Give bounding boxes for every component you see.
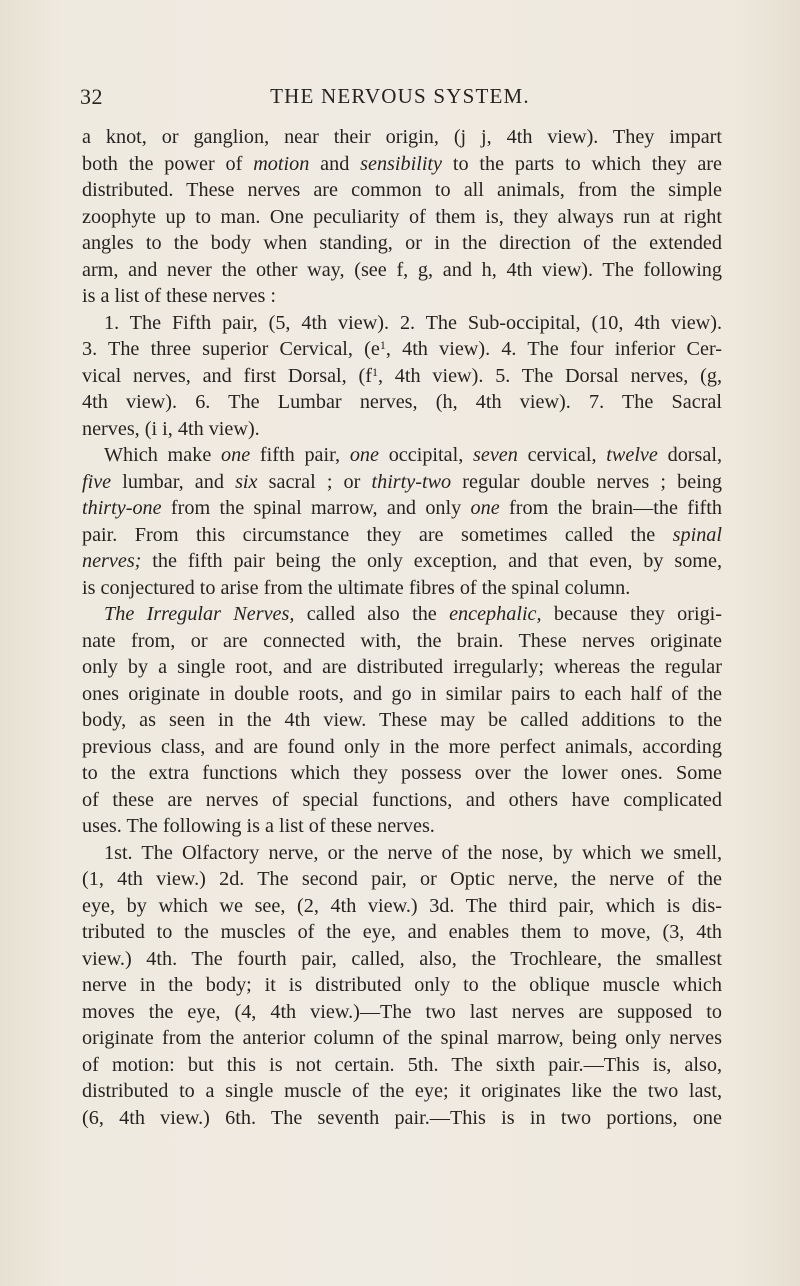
superscript: 1 (371, 364, 378, 379)
text-span: pair. From this circumstance they are sometimes called the (82, 523, 673, 546)
text-line (82, 363, 722, 390)
text-line (82, 469, 722, 496)
text-line (82, 575, 722, 602)
text-span: occipital, (378, 444, 474, 466)
text-span: called also the (294, 603, 450, 625)
text-line (82, 893, 722, 920)
text-span: distributed to a single muscle of the eye; it originates like the two last, (82, 1080, 722, 1102)
text-line (82, 124, 722, 151)
text-span: lumbar, and (111, 470, 236, 493)
text-span: to the extra functions which they possess over the lower ones. Some (82, 762, 722, 784)
text-span: of motion: but this is not certain. 5th. The sixth pair.—This is, also, (82, 1053, 722, 1076)
italic-span: spinal (672, 523, 722, 546)
text-line (82, 1052, 722, 1079)
text-span: moves the eye, (4, 4th view.)—The two last nerves are supposed to (82, 1000, 722, 1023)
text-line (82, 495, 722, 522)
text-span: both the power of (82, 152, 254, 175)
italic-span: nerves; (82, 550, 142, 572)
text-span: (1, 4th view.) 2d. The second pair, or Optic nerve, the nerve of the (82, 868, 722, 890)
text-line (82, 681, 722, 708)
text-span: Which make (104, 444, 222, 466)
italic-span: The Irregular Nerves, (104, 603, 295, 625)
text-span: previous class, and are found only in the more perfect animals, according (82, 735, 722, 758)
text-line (82, 654, 722, 681)
text-span: the fifth pair being the only exception, and that even, by some, (141, 550, 722, 572)
text-span: uses. The following is a list of these nerves. (82, 815, 435, 837)
italic-span: thirty-one (82, 497, 162, 519)
italic-span: sensibility (360, 152, 443, 175)
text-span: originate from the anterior column of the spinal marrow, being only nerves (82, 1027, 722, 1049)
italic-span: twelve (606, 444, 658, 466)
text-line (82, 310, 722, 337)
text-line (82, 257, 722, 284)
text-span: is a list of these nerves : (82, 285, 276, 307)
text-span: from the spinal marrow, and only (161, 497, 471, 519)
text-line (82, 972, 722, 999)
text-span: 1st. The Olfactory nerve, or the nerve of the nose, by which we smell, (104, 841, 722, 864)
text-line (82, 601, 722, 628)
text-line (82, 999, 722, 1026)
text-line (82, 707, 722, 734)
text-line (82, 946, 722, 973)
text-span: nerves, (i i, 4th view). (82, 417, 260, 440)
italic-span: thirty-two (371, 470, 452, 493)
text-line (82, 416, 722, 443)
text-line (82, 548, 722, 575)
text-line (82, 522, 722, 549)
text-span: distributed. These nerves are common to all animals, from the simple (82, 179, 722, 201)
text-span: and (309, 152, 361, 175)
text-line (82, 151, 722, 178)
text-line (82, 840, 722, 867)
text-span: cervical, (517, 444, 607, 466)
italic-span: motion (253, 152, 310, 175)
running-title: THE NERVOUS SYSTEM. (270, 84, 530, 108)
text-span: , 4th view). 5. The Dorsal nerves, (g, (377, 364, 722, 387)
text-line (82, 760, 722, 787)
text-span: zoophyte up to man. One peculiarity of them is, they always run at right (82, 205, 722, 228)
text-span: 4th view). 6. The Lumbar nerves, (h, 4th view). 7. The Sacral (82, 391, 722, 413)
text-line (82, 813, 722, 840)
italic-span: seven (473, 444, 518, 466)
italic-span: six (235, 470, 258, 493)
text-span: of these are nerves of special functions, and others have complicated (82, 788, 722, 811)
text-span: body, as seen in the 4th view. These may be called additions to the (82, 709, 722, 731)
superscript: 1 (379, 338, 386, 352)
text-line (82, 787, 722, 814)
text-span: fifth pair, (250, 444, 350, 466)
text-span: view.) 4th. The fourth pair, called, also, the Trochleare, the smallest (82, 947, 722, 970)
text-span: 3. The three superior Cervical, (e (82, 338, 380, 360)
text-span: is conjectured to arise from the ultimate fibres of the spinal column. (82, 576, 631, 599)
text-span: vical nerves, and first Dorsal, (f (82, 364, 372, 387)
body-text (82, 124, 722, 1131)
text-span: dorsal, (657, 444, 722, 466)
text-line (82, 1078, 722, 1105)
text-span: 1. The Fifth pair, (5, 4th view). 2. The Sub-occipital, (10, 4th view). (104, 311, 722, 334)
italic-span: one (349, 444, 379, 466)
page-number: 32 (80, 84, 103, 109)
text-span: ones originate in double roots, and go in similar pairs to each half of the (82, 682, 722, 705)
text-line (82, 442, 722, 469)
text-span: regular double nerves ; being (451, 470, 722, 493)
text-line (82, 230, 722, 257)
text-span: because they origi- (541, 603, 723, 625)
text-span: angles to the body when standing, or in the direction of the extended (82, 232, 722, 254)
text-line (82, 1105, 722, 1132)
text-line (82, 177, 722, 204)
text-line (82, 734, 722, 761)
italic-span: one (221, 444, 251, 466)
italic-span: encephalic, (449, 603, 542, 625)
text-span: tributed to the muscles of the eye, and enables them to move, (3, 4th (82, 921, 722, 943)
text-span: sacral ; or (257, 470, 372, 493)
text-line (82, 283, 722, 310)
text-span: a knot, or ganglion, near their origin, (j j, 4th view). They impart (82, 126, 722, 148)
text-line (82, 1025, 722, 1052)
text-line (82, 919, 722, 946)
text-span: arm, and never the other way, (see f, g, and h, 4th view). The following (82, 258, 722, 281)
text-span: only by a single root, and are distributed irregularly; whereas the regular (82, 656, 722, 678)
text-span: nerve in the body; it is distributed only to the oblique muscle which (82, 974, 722, 996)
text-span: nate from, or are connected with, the brain. These nerves originate (82, 629, 722, 652)
text-line (82, 204, 722, 231)
text-span: , 4th view). 4. The four inferior Cer- (385, 338, 722, 360)
page-header (80, 84, 720, 114)
text-line (82, 866, 722, 893)
text-span: (6, 4th view.) 6th. The seventh pair.—This is in two portions, one (82, 1106, 722, 1129)
text-line (82, 389, 722, 416)
italic-span: five (82, 470, 112, 493)
text-line (82, 628, 722, 655)
text-span: eye, by which we see, (2, 4th view.) 3d. The third pair, which is dis- (82, 894, 722, 917)
italic-span: one (470, 497, 500, 519)
text-span: from the brain—the fifth (499, 497, 722, 519)
text-span: to the parts to which they are (442, 152, 722, 175)
text-line (82, 336, 722, 363)
